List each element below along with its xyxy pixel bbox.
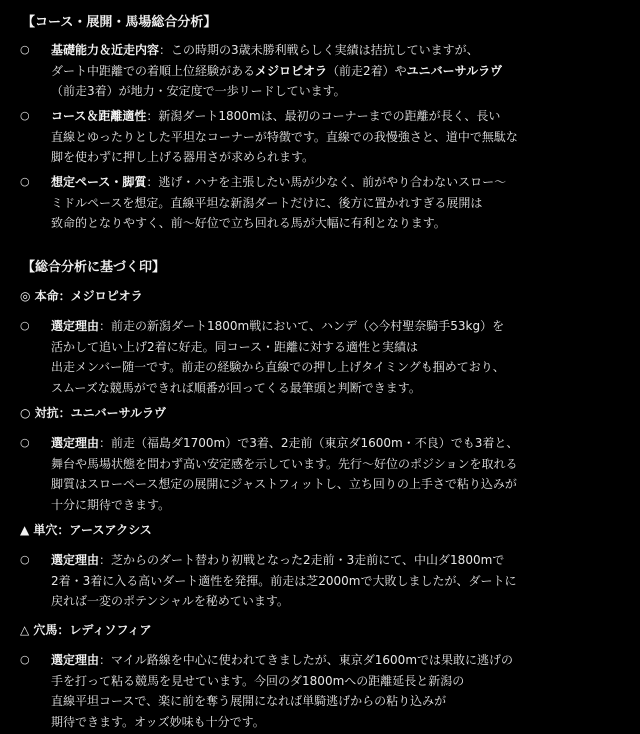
horse-name-highlight: ユニバーサルラヴ bbox=[406, 63, 503, 78]
item-text: 直線平坦コースで、楽に前を奪う展開になれば単騎逃げからの粘り込みが bbox=[51, 694, 447, 708]
mark-heading-tanana: ▲ 単穴：アースアクシス bbox=[20, 523, 152, 537]
item-text: 致命的となりやすく、前〜好位で立ち回れる馬が大幅に有利となります。 bbox=[51, 216, 446, 230]
bullet-icon: ○ bbox=[20, 553, 30, 566]
mark-heading-anauma: △ 穴馬：レディソフィア bbox=[20, 623, 152, 637]
item-label: 選定理由 bbox=[51, 436, 100, 450]
item-text: 十分に期待できます。 bbox=[51, 497, 171, 512]
bullet-icon: ○ bbox=[20, 319, 30, 332]
item-label: 基礎能力＆近走内容 bbox=[51, 43, 160, 57]
item-text: 期待できます。オッズ妙味も十分です。 bbox=[51, 714, 265, 729]
item-text: 活かして追い上げ2着に好走。同コース・距離に対する適性と実績は bbox=[51, 339, 419, 354]
item-label: 選定理由 bbox=[51, 319, 100, 333]
item-text: 直線とゆったりとした平坦なコーナーが特徴です。直線での我慢強さと、道中で無駄な bbox=[51, 129, 518, 144]
item-text: ：マイル路線を中心に使われてきましたが、東京ダ1600mでは果敢に逃げの bbox=[99, 653, 514, 667]
item-label: 選定理由 bbox=[51, 653, 100, 667]
bullet-icon: ○ bbox=[20, 175, 30, 188]
section-heading-marks: 【総合分析に基づく印】 bbox=[22, 260, 166, 275]
bullet-icon: ○ bbox=[20, 43, 30, 56]
section-heading-analysis: 【コース・展開・馬場総合分析】 bbox=[22, 15, 217, 30]
item-label: 選定理由 bbox=[51, 553, 100, 567]
item-label: 想定ペース・脚質 bbox=[51, 175, 147, 189]
item-text: 出走メンバー随一です。前走の経験から直線での押し上げタイミングも掴めており、 bbox=[51, 360, 505, 374]
mark-heading-honmei: ◎ 本命：メジロピオラ bbox=[20, 289, 143, 303]
item-text: 手を打って粘る競馬を見せています。今回のダ1800mへの距離延長と新潟の bbox=[51, 673, 465, 688]
item-text: 2着・3着に入る高いダート適性を発揮。前走は芝2000mで大敗しましたが、ダートに bbox=[51, 573, 517, 588]
item-text: スムーズな競馬ができれば順番が回ってくる最筆頭と判断できます。 bbox=[51, 380, 421, 395]
bullet-icon: ○ bbox=[20, 109, 30, 122]
item-text: ダート中距離での着順上位経験がある bbox=[51, 63, 256, 78]
mark-heading-taikou: ○ 対抗：ユニバーサルラヴ bbox=[20, 406, 167, 420]
item-text: ：逃げ・ハナを主張したい馬が少なく、前がやり合わないスロー〜 bbox=[146, 175, 507, 189]
item-text: 舞台や馬場状態を問わず高い安定感を示しています。先行〜好位のポジションを取れる bbox=[51, 456, 518, 471]
item-text: ミドルペースを想定。直線平坦な新潟ダートだけに、後方に置かれすぎる展開は bbox=[51, 195, 483, 210]
item-text: ：前走（福島ダ1700m）で3着、2走前（東京ダ1600m・不良）でも3着と、 bbox=[99, 436, 519, 450]
item-text: 脚を使わずに押し上げる器用さが求められます。 bbox=[51, 150, 315, 164]
item-text: ：この時期の3歳未勝利戦らしく実績は拮抗していますが、 bbox=[159, 43, 479, 57]
item-text: ：前走の新潟ダート1800m戦において、ハンデ（◇今村聖奈騎手53kg）を bbox=[99, 319, 505, 333]
bullet-icon: ○ bbox=[20, 653, 30, 666]
item-text: ：芝からのダート替わり初戦となった2走前・3走前にて、中山ダ1800mで bbox=[99, 553, 505, 567]
item-text: （前走2着）や bbox=[327, 63, 407, 78]
item-text: 脚質はスローペース想定の展開にジャストフィットし、立ち回りの上手さで粘り込みが bbox=[51, 477, 517, 491]
horse-name-highlight: メジロピオラ bbox=[255, 63, 328, 78]
item-text: （前走3着）が地力・安定度で一歩リードしています。 bbox=[51, 84, 346, 98]
item-label: コース＆距離適性 bbox=[51, 109, 147, 123]
item-text: ：新潟ダート1800mは、最初のコーナーまでの距離が長く、長い bbox=[146, 109, 501, 123]
item-text: 戻れば一変のポテンシャルを秘めています。 bbox=[51, 594, 289, 608]
bullet-icon: ○ bbox=[20, 436, 30, 449]
